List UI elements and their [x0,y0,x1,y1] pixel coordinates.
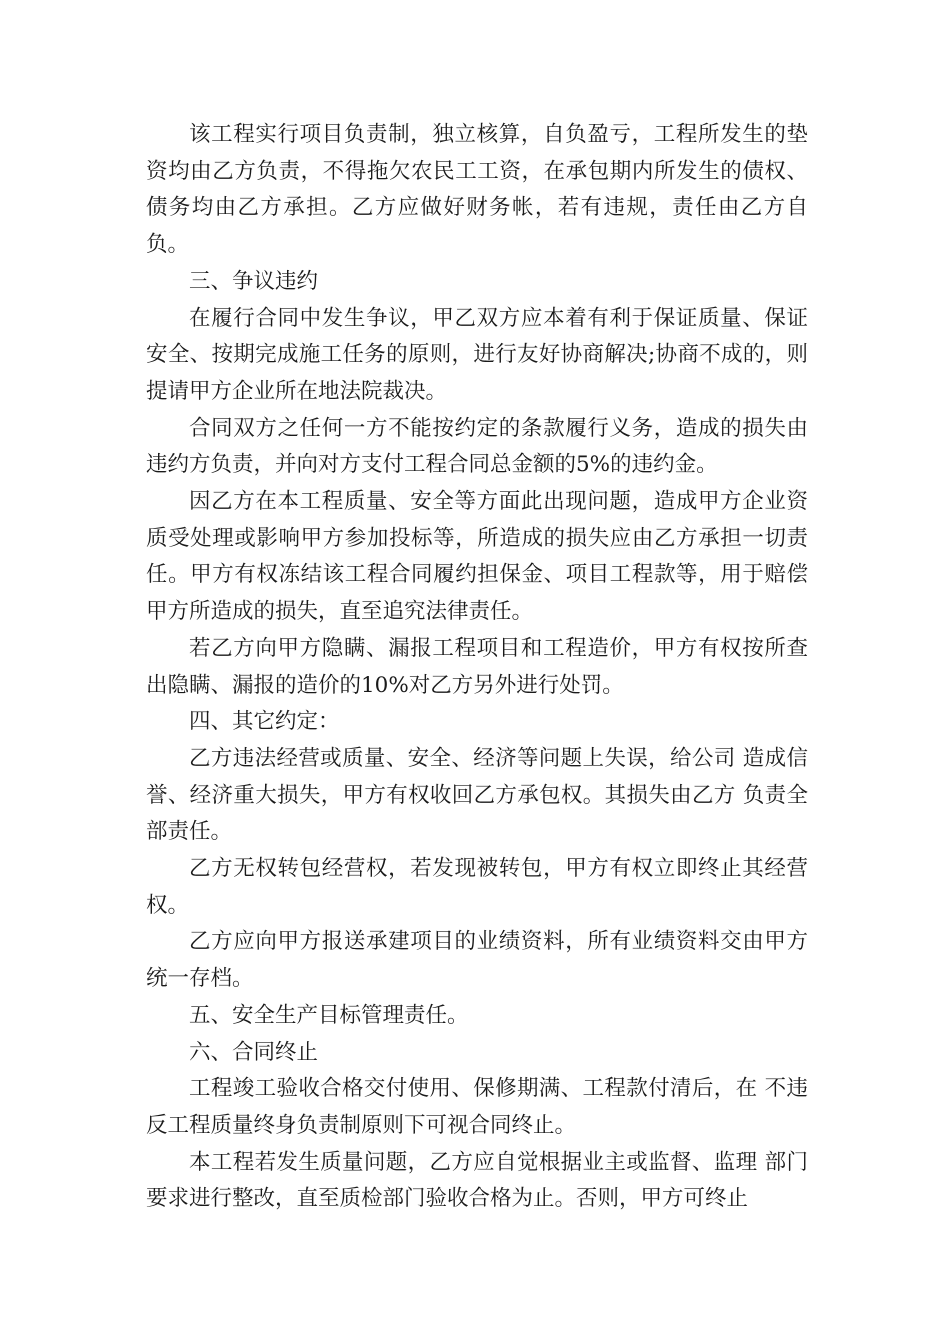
paragraph-performance-records: 乙方应向甲方报送承建项目的业绩资料，所有业绩资料交由甲方统一存档。 [146,929,808,992]
paragraph-termination-conditions: 工程竣工验收合格交付使用、保修期满、工程款付清后，在 不违反工程质量终身负责制原则下可视合同终止。 [146,1076,808,1138]
section-heading-safety: 五、安全生产目标管理责任。 [189,1002,469,1028]
section-heading-termination: 六、合同终止 [189,1039,319,1065]
paragraph-dispute-resolution: 在履行合同中发生争议，甲乙双方应本着有利于保证质量、保证安全、按期完成施工任务的原则，进行友好协商解决;协商不成的，则提请甲方企业所在地法院裁决。 [146,305,808,404]
paragraph-no-subcontracting: 乙方无权转包经营权，若发现被转包，甲方有权立即终止其经营权。 [146,856,808,918]
paragraph-concealment-penalty: 若乙方向甲方隐瞒、漏报工程项目和工程造价，甲方有权按所查出隐瞒、漏报的造价的10%对乙方另外进行处罚。 [146,635,808,698]
document-page [146,117,808,1218]
section-heading-dispute: 三、争议违约 [189,268,319,294]
paragraph-illegal-operation: 乙方违法经营或质量、安全、经济等问题上失误，给公司 造成信誉、经济重大损失，甲方有权收回乙方承包权。其损失由乙方 负责全部责任。 [146,745,808,845]
paragraph-quality-liability: 因乙方在本工程质量、安全等方面此出现问题，造成甲方企业资质受处理或影响甲方参加投标等，所造成的损失应由乙方承担一切责任。甲方有权冻结该工程合同履约担保金、项目工程款等，用于赔偿甲方所造成的损失，直至追究法律责任。 [146,489,808,625]
paragraph-breach-penalty: 合同双方之任何一方不能按约定的条款履行义务，造成的损失由违约方负责，并向对方支付工程合同总金额的5%的违约金。 [146,415,808,478]
paragraph-quality-rectification: 本工程若发生质量问题，乙方应自觉根据业主或监督、监理 部门要求进行整改，直至质检部门验收合格为止。否则，甲方可终止 [146,1149,808,1212]
section-heading-other-terms: 四、其它约定： [189,709,340,735]
paragraph-financial-responsibility: 该工程实行项目负责制，独立核算，自负盈亏，工程所发生的垫资均由乙方负责，不得拖欠农民工工资，在承包期内所发生的债权、债务均由乙方承担。乙方应做好财务帐，若有违规，责任由乙方自负。 [146,122,808,258]
